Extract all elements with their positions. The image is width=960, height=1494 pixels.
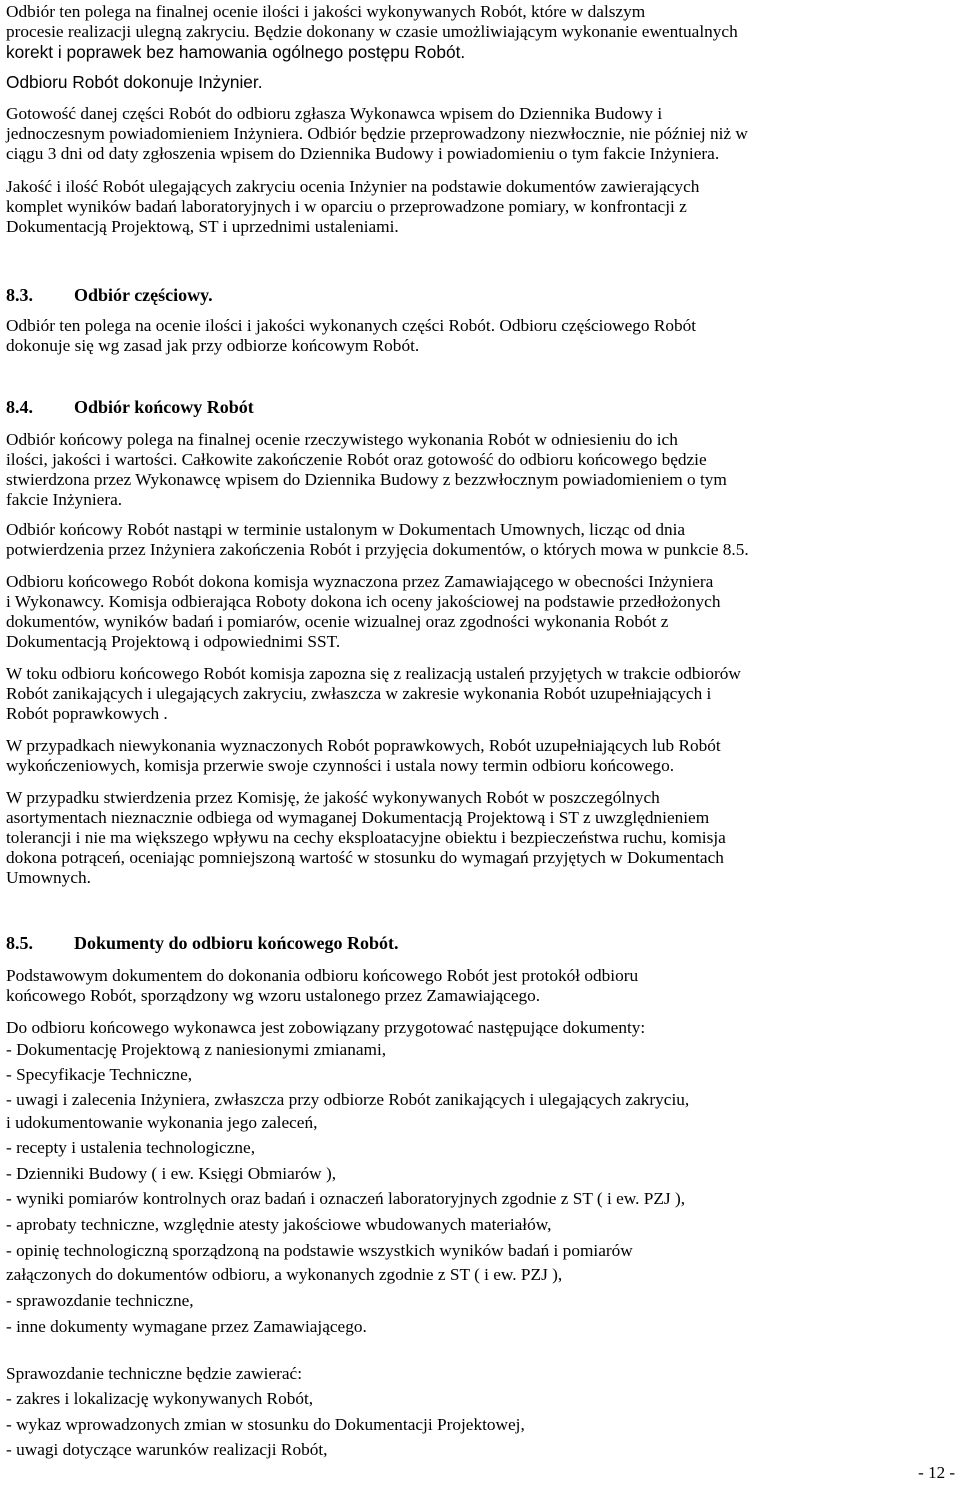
list-item: - inne dokumenty wymagane przez Zamawiającego.: [6, 1317, 367, 1336]
text-line: ilości, jakości i wartości. Całkowite zakończenie Robót oraz gotowość do odbioru końcowego będzie: [6, 450, 707, 469]
text-line: Odbiór końcowy Robót nastąpi w terminie ustalonym w Dokumentach Umownych, licząc od dnia: [6, 520, 686, 539]
list-item: - Dzienniki Budowy ( i ew. Księgi Obmiarów ),: [6, 1164, 337, 1183]
list-item: - Dokumentację Projektową z naniesionymi zmianami,: [6, 1040, 387, 1059]
text-line: W przypadkach niewykonania wyznaczonych Robót poprawkowych, Robót uzupełniających lub Robót: [6, 736, 721, 755]
text-line: i Wykonawcy. Komisja odbierająca Roboty dokona ich oceny jakościowej na podstawie przedłożonych: [6, 592, 721, 611]
list-item: - Specyfikacje Techniczne,: [6, 1065, 193, 1084]
text-line: asortymentach nieznacznie odbiega od wymaganej Dokumentacją Projektową i ST z uwzględnieniem: [6, 808, 710, 827]
text-line: dokona potrąceń, oceniając pomniejszoną wartość w stosunku do wymagań przyjętych w Dokumentach: [6, 848, 724, 867]
page-number: - 12 -: [918, 1463, 955, 1482]
text-line: Odbiór ten polega na ocenie ilości i jakości wykonanych części Robót. Odbioru częściowego Robót: [6, 316, 697, 335]
list-item: - zakres i lokalizację wykonywanych Robót,: [6, 1389, 314, 1408]
text-line: stwierdzona przez Wykonawcę wpisem do Dziennika Budowy z bezzwłocznym powiadomieniem o tym: [6, 470, 727, 489]
text-line: komplet wyników badań laboratoryjnych i w oparciu o przeprowadzone pomiary, w konfrontacji z: [6, 197, 687, 216]
text-line: Gotowość danej części Robót do odbioru zgłasza Wykonawca wpisem do Dziennika Budowy i: [6, 104, 663, 123]
text-line: wykończeniowych, komisja przerwie swoje czynności i ustala nowy termin odbioru końcowego.: [6, 756, 675, 775]
section-title: Odbiór częściowy.: [74, 285, 213, 305]
text-line: ciągu 3 dni od daty zgłoszenia wpisem do Dziennika Budowy i powiadomieniu o tym fakcie Inżyniera.: [6, 144, 720, 163]
section-number: 8.3.: [6, 285, 33, 305]
section-heading-8-3: [6, 284, 213, 306]
section-title: Odbiór końcowy Robót: [74, 397, 254, 417]
list-item: - recepty i ustalenia technologiczne,: [6, 1138, 256, 1157]
text-line: dokonuje się wg zasad jak przy odbiorze końcowym Robót.: [6, 336, 420, 355]
text-line: potwierdzenia przez Inżyniera zakończenia Robót i przyjęcia dokumentów, o których mowa w punkcie 8.5.: [6, 540, 749, 559]
list-item: - uwagi dotyczące warunków realizacji Robót,: [6, 1440, 328, 1459]
text-line: fakcie Inżyniera.: [6, 490, 123, 509]
text-line: Do odbioru końcowego wykonawca jest zobowiązany przygotować następujące dokumenty:: [6, 1018, 646, 1037]
section-number: 8.5.: [6, 933, 33, 953]
text-line: procesie realizacji ulegną zakryciu. Będzie dokonany w czasie umożliwiającym wykonanie ewentualnych: [6, 22, 738, 41]
text-line: korekt i poprawek bez hamowania ogólnego postępu Robót.: [6, 42, 466, 62]
text-line: W toku odbioru końcowego Robót komisja zapozna się z realizacją ustaleń przyjętych w trakcie odbiorów: [6, 664, 741, 683]
text-line: W przypadku stwierdzenia przez Komisję, że jakość wykonywanych Robót w poszczególnych: [6, 788, 660, 807]
text-line: Umownych.: [6, 868, 91, 887]
text-line: Sprawozdanie techniczne będzie zawierać:: [6, 1364, 303, 1383]
section-number: 8.4.: [6, 397, 33, 417]
text-line: Robót zanikających i ulegających zakryciu, zwłaszcza w zakresie wykonania Robót uzupełniających i: [6, 684, 712, 703]
list-item: - opinię technologiczną sporządzoną na podstawie wszystkich wyników badań i pomiarów: [6, 1241, 633, 1260]
text-line: Podstawowym dokumentem do dokonania odbioru końcowego Robót jest protokół odbioru: [6, 966, 639, 985]
text-line: Odbiór ten polega na finalnej ocenie ilości i jakości wykonywanych Robót, które w dalszym: [6, 2, 646, 21]
section-heading-8-4: [6, 396, 254, 418]
text-line: Odbioru Robót dokonuje Inżynier.: [6, 72, 263, 92]
list-item: i udokumentowanie wykonania jego zaleceń,: [6, 1113, 318, 1132]
text-line: Dokumentacją Projektową i odpowiednimi SST.: [6, 632, 341, 651]
list-item: załączonych do dokumentów odbioru, a wykonanych zgodnie z ST ( i ew. PZJ ),: [6, 1265, 563, 1284]
text-line: tolerancji i nie ma większego wpływu na cechy eksploatacyjne obiektu i bezpieczeństwa ruchu, komisja: [6, 828, 726, 847]
list-item: - uwagi i zalecenia Inżyniera, zwłaszcza przy odbiorze Robót zanikających i ulegających zakryciu,: [6, 1090, 690, 1109]
text-line: Jakość i ilość Robót ulegających zakryciu ocenia Inżynier na podstawie dokumentów zawierających: [6, 177, 700, 196]
text-line: Dokumentacją Projektową, ST i uprzednimi ustaleniami.: [6, 217, 399, 236]
section-heading-8-5: [6, 932, 399, 954]
list-item: - sprawozdanie techniczne,: [6, 1291, 194, 1310]
text-line: dokumentów, wyników badań i pomiarów, ocenie wizualnej oraz zgodności wykonania Robót z: [6, 612, 669, 631]
text-line: Odbioru końcowego Robót dokona komisja wyznaczona przez Zamawiającego w obecności Inżyniera: [6, 572, 714, 591]
text-line: Odbiór końcowy polega na finalnej ocenie rzeczywistego wykonania Robót w odniesieniu do ich: [6, 430, 678, 449]
section-title: Dokumenty do odbioru końcowego Robót.: [74, 933, 399, 953]
list-item: - wyniki pomiarów kontrolnych oraz badań i oznaczeń laboratoryjnych zgodnie z ST ( i ew. PZJ ),: [6, 1189, 686, 1208]
list-item: - wykaz wprowadzonych zmian w stosunku do Dokumentacji Projektowej,: [6, 1415, 525, 1434]
list-item: - aprobaty techniczne, względnie atesty jakościowe wbudowanych materiałów,: [6, 1215, 552, 1234]
text-line: Robót poprawkowych .: [6, 704, 168, 723]
text-line: końcowego Robót, sporządzony wg wzoru ustalonego przez Zamawiającego.: [6, 986, 541, 1005]
text-line: jednoczesnym powiadomieniem Inżyniera. Odbiór będzie przeprowadzony niezwłocznie, nie później niż w: [6, 124, 748, 143]
